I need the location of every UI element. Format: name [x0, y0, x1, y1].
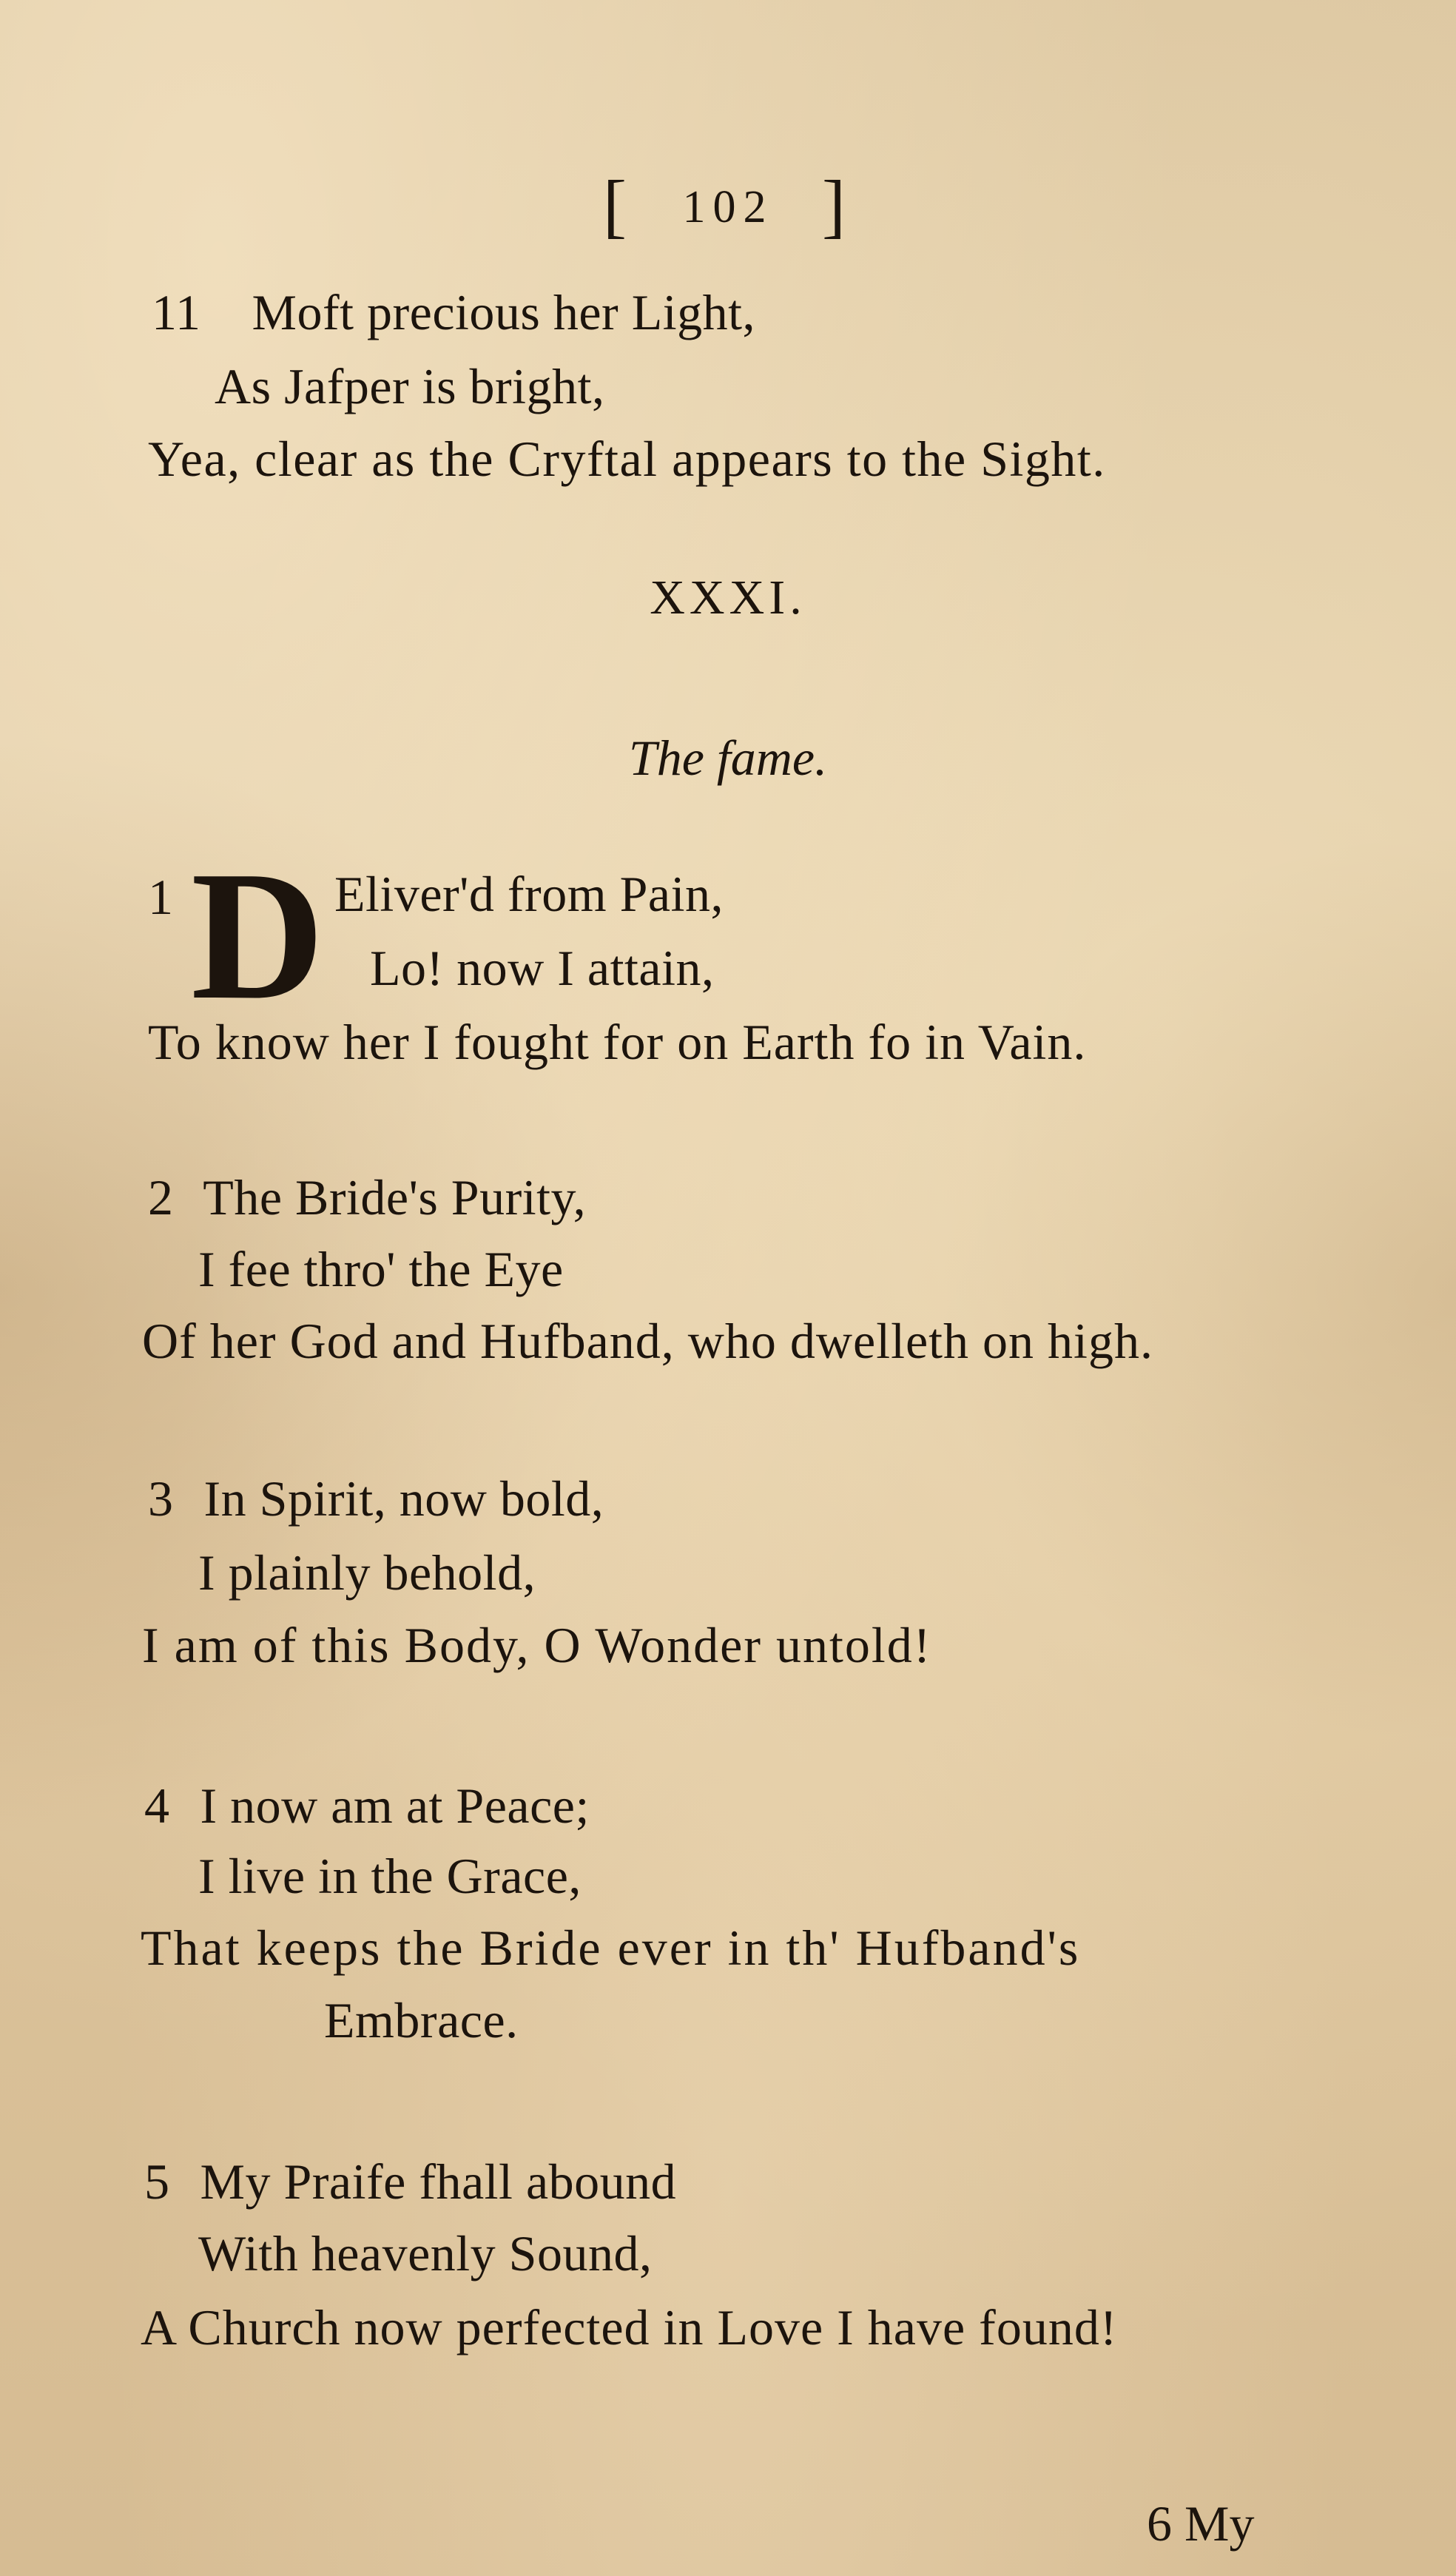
header-bracket-right: ]: [822, 166, 853, 245]
stanza-5-line-1: [144, 2152, 676, 2211]
header-bracket-left: [: [603, 166, 634, 245]
prev-stanza-number: 11: [152, 284, 201, 340]
stanza-3-text-1: In Spirit, now bold,: [203, 1470, 604, 1527]
stanza-1-number: 1: [148, 869, 174, 925]
stanza-2-line-1: [148, 1168, 586, 1227]
stanza-1-line-2: Lo! now I attain,: [370, 940, 715, 996]
stanza-1-line-1: Eliver'd from Pain,: [334, 866, 724, 922]
stanza-4-line-1: [144, 1776, 590, 1835]
stanza-2-line-2: I fee thro' the Eye: [198, 1241, 564, 1297]
stanza-4-line-2: I live in the Grace,: [198, 1848, 582, 1904]
stanza-1-line-3: To know her I fought for on Earth fo in Vain.: [148, 1014, 1087, 1070]
stanza-5-number: 5: [144, 2153, 170, 2210]
stanza-5-line-2: With heavenly Sound,: [198, 2225, 653, 2281]
hymn-subtitle: The fame.: [628, 730, 828, 786]
stanza-2-number: 2: [148, 1169, 174, 1225]
stanza-5-text-1: My Praife fhall abound: [200, 2153, 677, 2210]
prev-stanza-line-1: [152, 283, 755, 342]
catchword: 6 My: [1147, 2495, 1255, 2552]
dropcap-letter: D: [191, 833, 325, 1038]
stanza-4-text-1: I now am at Peace;: [200, 1778, 590, 1834]
stanza-3-line-1: [148, 1469, 604, 1528]
prev-stanza-line-3: Yea, clear as the Cryftal appears to the Sight.: [148, 431, 1106, 487]
prev-stanza-line-2: As Jafper is bright,: [215, 358, 605, 414]
stanza-3-number: 3: [148, 1470, 174, 1527]
prev-stanza-text-1: Moft precious her Light,: [252, 284, 756, 340]
stanza-3-line-3: I am of this Body, O Wonder untold!: [142, 1617, 932, 1673]
hymn-number: XXXI.: [650, 571, 806, 625]
stanza-4-line-3: That keeps the Bride ever in th' Hufband's: [141, 1920, 1081, 1976]
stanza-4-number: 4: [144, 1778, 170, 1834]
stanza-2-text-1: The Bride's Purity,: [203, 1169, 587, 1225]
stanza-4-line-4: Embrace.: [324, 1992, 519, 2048]
stanza-3-line-2: I plainly behold,: [198, 1544, 536, 1601]
page-header: [0, 164, 1456, 246]
stanza-2-line-3: Of her God and Hufband, who dwelleth on high.: [142, 1313, 1153, 1369]
stanza-5-line-3: A Church now perfected in Love I have found!: [141, 2299, 1118, 2355]
page-number: 102: [682, 182, 774, 232]
